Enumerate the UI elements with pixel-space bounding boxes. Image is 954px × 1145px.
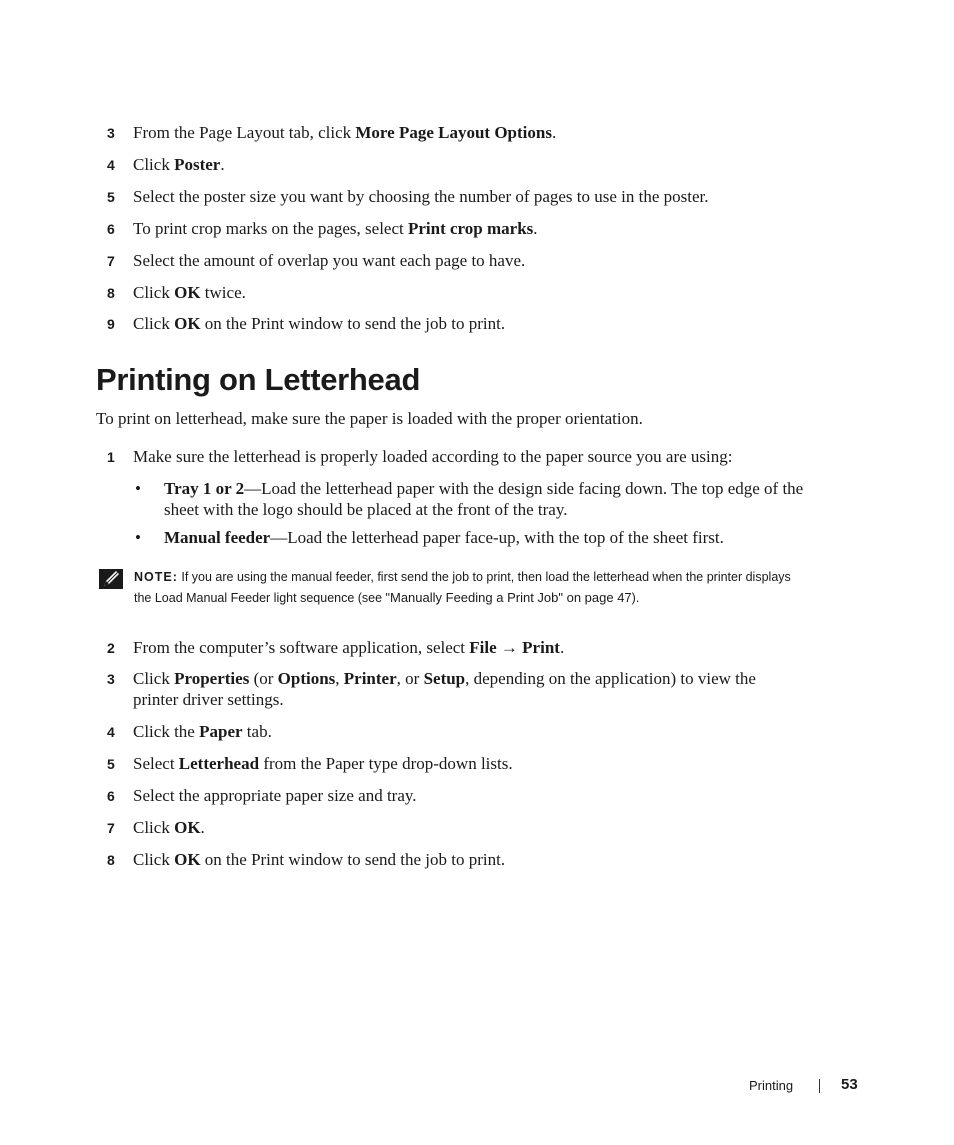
step-number: 9 bbox=[107, 316, 115, 332]
step-text bbox=[133, 637, 798, 658]
text: twice. bbox=[200, 283, 246, 302]
text: . bbox=[533, 219, 538, 238]
text: on the Print window to send the job to print. bbox=[200, 850, 506, 869]
text: . bbox=[220, 155, 225, 174]
text: on the Print window to send the job to print. bbox=[200, 314, 506, 333]
ui-term: OK bbox=[174, 283, 201, 302]
ui-term: Printer bbox=[343, 669, 397, 688]
ui-term: Tray 1 or 2 bbox=[164, 479, 245, 498]
step-text bbox=[133, 154, 798, 175]
ui-term: Setup bbox=[423, 669, 466, 688]
ui-term: Manual feeder bbox=[164, 528, 271, 547]
note-text bbox=[134, 568, 794, 608]
text: . bbox=[551, 123, 557, 142]
arrow: → bbox=[496, 638, 523, 657]
step-number: 6 bbox=[107, 788, 115, 804]
step-text bbox=[133, 668, 798, 710]
section-heading: Printing on Letterhead bbox=[96, 362, 421, 397]
text: To print crop marks on the pages, select bbox=[133, 219, 408, 238]
text: From the computer’s software application, select bbox=[133, 638, 470, 657]
text: . bbox=[559, 638, 565, 657]
text: —Load the letterhead paper with the design side facing down. The top edge of the sheet with the logo should be placed at the front of the tray. bbox=[164, 479, 804, 519]
text: , depending on the application) to view the printer driver settings. bbox=[133, 669, 756, 709]
text: Select bbox=[133, 754, 179, 773]
step-number: 5 bbox=[107, 756, 115, 772]
note-label: NOTE: bbox=[134, 570, 178, 584]
text: , or bbox=[396, 669, 424, 688]
text: Click bbox=[133, 669, 175, 688]
step-text bbox=[133, 849, 798, 870]
text: Click bbox=[133, 850, 175, 869]
step-number: 5 bbox=[107, 189, 115, 205]
step-text bbox=[133, 753, 798, 774]
step-number: 7 bbox=[107, 820, 115, 836]
step-text bbox=[133, 721, 798, 742]
ui-term: Properties bbox=[174, 669, 250, 688]
ui-term: OK bbox=[174, 850, 201, 869]
ui-term: File bbox=[469, 638, 497, 657]
ui-term: Poster bbox=[174, 155, 221, 174]
page-number: 53 bbox=[841, 1076, 858, 1093]
bullet-dot: • bbox=[135, 528, 141, 547]
ui-term: Print bbox=[522, 638, 560, 657]
text: tab. bbox=[242, 722, 272, 741]
pencil-note-icon bbox=[99, 569, 123, 589]
text: (or bbox=[249, 669, 278, 688]
step-number: 7 bbox=[107, 253, 115, 269]
text: , bbox=[335, 669, 344, 688]
text: If you are using the manual feeder, first send the job to print, then load the letterhead when the printer displays the Load Manual Feeder light sequence (see " bbox=[134, 570, 791, 605]
step-number: 6 bbox=[107, 221, 115, 237]
text: from the Paper type drop-down lists. bbox=[259, 754, 513, 773]
cross-reference-link[interactable]: Manually Feeding a Print Job" on page 47 bbox=[390, 589, 632, 605]
text: From the Page Layout tab, click bbox=[133, 123, 356, 142]
intro-paragraph: To print on letterhead, make sure the paper is loaded with the proper orientation. bbox=[96, 409, 643, 428]
step-text: Select the appropriate paper size and tray. bbox=[133, 786, 417, 805]
ui-term: Letterhead bbox=[178, 754, 260, 773]
bullet-text bbox=[164, 527, 804, 548]
step-text bbox=[133, 218, 798, 239]
step-number: 8 bbox=[107, 852, 115, 868]
text: Click the bbox=[133, 722, 200, 741]
ui-term: OK bbox=[174, 314, 201, 333]
step-number: 1 bbox=[107, 449, 115, 465]
text: Click bbox=[133, 314, 175, 333]
ui-term: Print crop marks bbox=[407, 219, 534, 238]
bullet-dot: • bbox=[135, 479, 141, 498]
step-number: 3 bbox=[107, 125, 115, 141]
text: Click bbox=[133, 283, 175, 302]
bullet-text bbox=[164, 478, 804, 520]
text: Click bbox=[133, 155, 175, 174]
text: Click bbox=[133, 818, 175, 837]
text: —Load the letterhead paper face-up, with the top of the sheet first. bbox=[270, 528, 724, 547]
ui-term: OK bbox=[174, 818, 201, 837]
footer-section-name: Printing bbox=[749, 1078, 794, 1093]
step-text bbox=[133, 122, 798, 143]
step-text bbox=[133, 282, 798, 303]
step-text bbox=[133, 313, 798, 334]
step-number: 4 bbox=[107, 724, 115, 740]
step-number: 2 bbox=[107, 640, 115, 656]
text: . bbox=[200, 818, 205, 837]
step-text: Make sure the letterhead is properly loaded according to the paper source you are using: bbox=[133, 447, 733, 466]
step-number: 8 bbox=[107, 285, 115, 301]
step-text bbox=[133, 817, 798, 838]
step-text: Select the poster size you want by choosing the number of pages to use in the poster. bbox=[133, 187, 709, 206]
ui-term: Paper bbox=[199, 722, 243, 741]
step-number: 4 bbox=[107, 157, 115, 173]
text: ). bbox=[631, 590, 640, 605]
step-text: Select the amount of overlap you want each page to have. bbox=[133, 251, 526, 270]
ui-term: Options bbox=[277, 669, 336, 688]
ui-term: More Page Layout Options bbox=[355, 123, 552, 142]
step-number: 3 bbox=[107, 671, 115, 687]
footer-divider bbox=[819, 1079, 820, 1093]
